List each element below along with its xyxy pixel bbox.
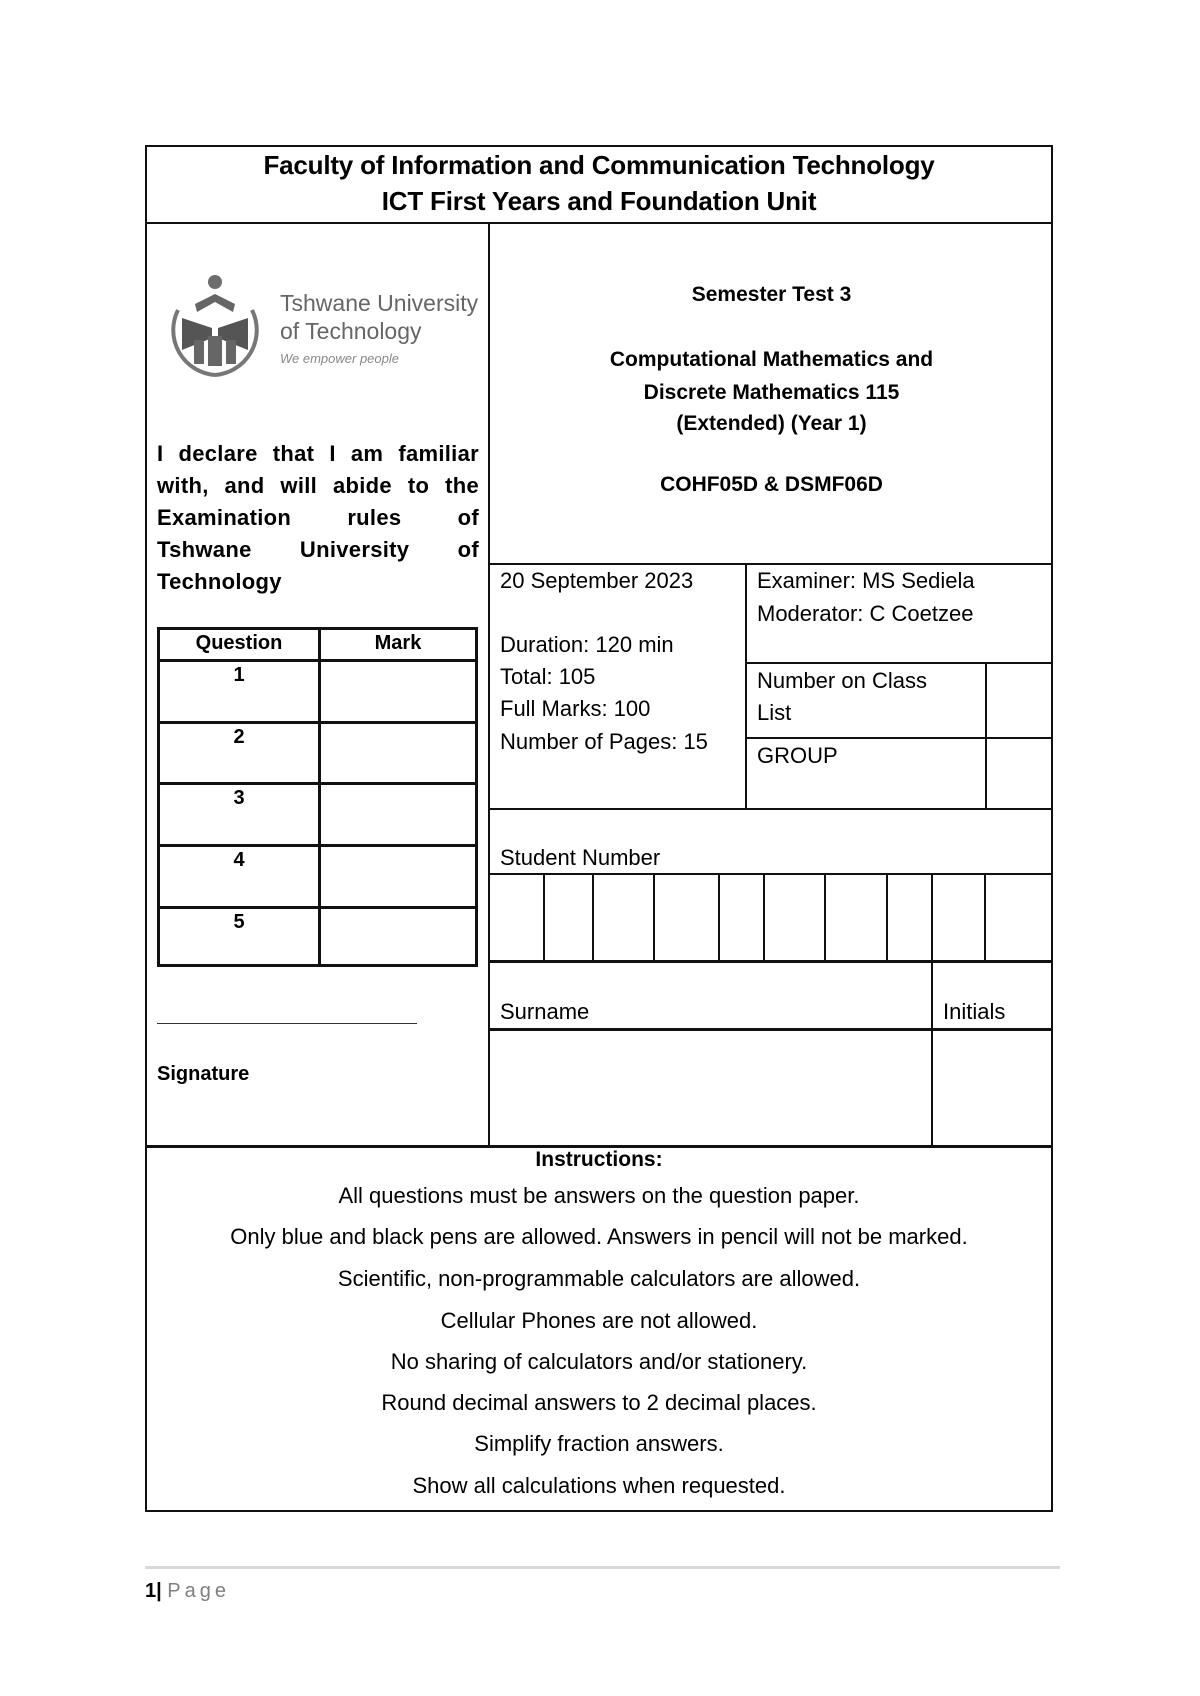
marks-header-mark: Mark [374,632,422,654]
initials-field[interactable] [933,1031,1052,1145]
subject-line-1: Computational Mathematics and [609,348,934,371]
declaration-line: Examination rules of [157,505,479,530]
university-logo [160,270,478,380]
mark-cell[interactable] [321,785,475,844]
moderator: Moderator: C Coetzee [757,601,974,626]
instruction-item: No sharing of calculators and/or stationery. [390,1349,808,1374]
instruction-item: All questions must be answers on the question paper. [338,1183,860,1208]
mark-cell[interactable] [321,662,475,721]
student-number-digit[interactable] [594,875,653,960]
test-pages: Number of Pages: 15 [500,729,708,754]
classlist-number-field[interactable] [987,664,1053,737]
table-row [160,782,475,844]
page-footer [145,1580,230,1603]
declaration-line: Tshwane University of [157,537,479,562]
unit-title: ICT First Years and Foundation Unit [381,186,817,216]
student-number-top-line [489,808,1053,810]
student-number-label: Student Number [500,845,661,870]
logo-line1: Tshwane University [280,290,479,316]
table-row [160,844,475,906]
signature-line[interactable] [157,1023,417,1024]
student-number-digit[interactable] [720,875,763,960]
mark-cell[interactable] [321,724,475,782]
declaration-text [157,438,479,598]
page-number: 1 [145,1580,157,1602]
instructions-heading: Instructions: [535,1148,663,1171]
student-number-digits-bottom-line [489,960,1053,963]
declaration-line: with, and will abide to the [157,473,479,498]
group-field[interactable] [987,739,1053,808]
details-top-line [489,563,1053,565]
signature-label: Signature [157,1063,250,1085]
student-number-digit[interactable] [933,875,984,960]
question-number: 1 [233,664,245,686]
test-total: Total: 105 [500,664,596,689]
question-number: 4 [233,849,245,871]
examiner: Examiner: MS Sediela [757,568,975,593]
table-row [160,906,475,964]
instruction-item: Cellular Phones are not allowed. [440,1308,758,1333]
student-number-digit[interactable] [655,875,718,960]
page-separator: | [156,1580,162,1602]
marks-header-question: Question [195,632,283,654]
group-label: GROUP [757,743,838,768]
test-date: 20 September 2023 [500,568,694,593]
details-column-divider [745,563,747,809]
student-number-digit[interactable] [545,875,592,960]
surname-field[interactable] [490,1031,931,1145]
mark-cell[interactable] [321,909,475,964]
question-number: 3 [233,787,245,809]
table-row [160,721,475,782]
footer-rule [145,1566,1060,1569]
logo-line2: of Technology [280,318,422,344]
surname-label: Surname [500,999,590,1024]
logo-tagline: We empower people [280,351,399,366]
instruction-item: Only blue and black pens are allowed. Answers in pencil will not be marked. [230,1224,968,1249]
page-label: Page [167,1580,231,1602]
module-codes: COHF05D & DSMF06D [660,473,883,496]
student-number-digit[interactable] [826,875,886,960]
table-row [160,659,475,721]
initials-label: Initials [943,999,1006,1024]
tut-emblem-icon [160,270,270,380]
instruction-item: Simplify fraction answers. [474,1431,724,1456]
student-number-digit[interactable] [490,875,543,960]
declaration-line: Technology [157,569,282,594]
classlist-label-line2: List [757,700,792,725]
student-number-digit[interactable] [888,875,931,960]
question-number: 5 [233,911,245,933]
instruction-item: Round decimal answers to 2 decimal places. [381,1390,817,1415]
test-full-marks: Full Marks: 100 [500,696,651,721]
question-number: 2 [233,726,245,748]
instruction-item: Show all calculations when requested. [412,1473,786,1498]
marks-table [157,627,478,967]
test-title: Semester Test 3 [691,283,852,306]
declaration-line: I declare that I am familiar [157,441,479,466]
faculty-title: Faculty of Information and Communication Technology [263,150,935,180]
student-number-digit[interactable] [986,875,1052,960]
test-duration: Duration: 120 min [500,632,674,657]
classlist-label-line1: Number on Class [757,668,927,693]
instruction-item: Scientific, non-programmable calculators are allowed. [337,1266,861,1291]
mark-cell[interactable] [321,847,475,906]
header-divider [145,222,1053,224]
subject-line-2: Discrete Mathematics 115 [643,381,900,404]
subject-line-3: (Extended) (Year 1) [676,412,867,435]
student-number-digit[interactable] [765,875,824,960]
